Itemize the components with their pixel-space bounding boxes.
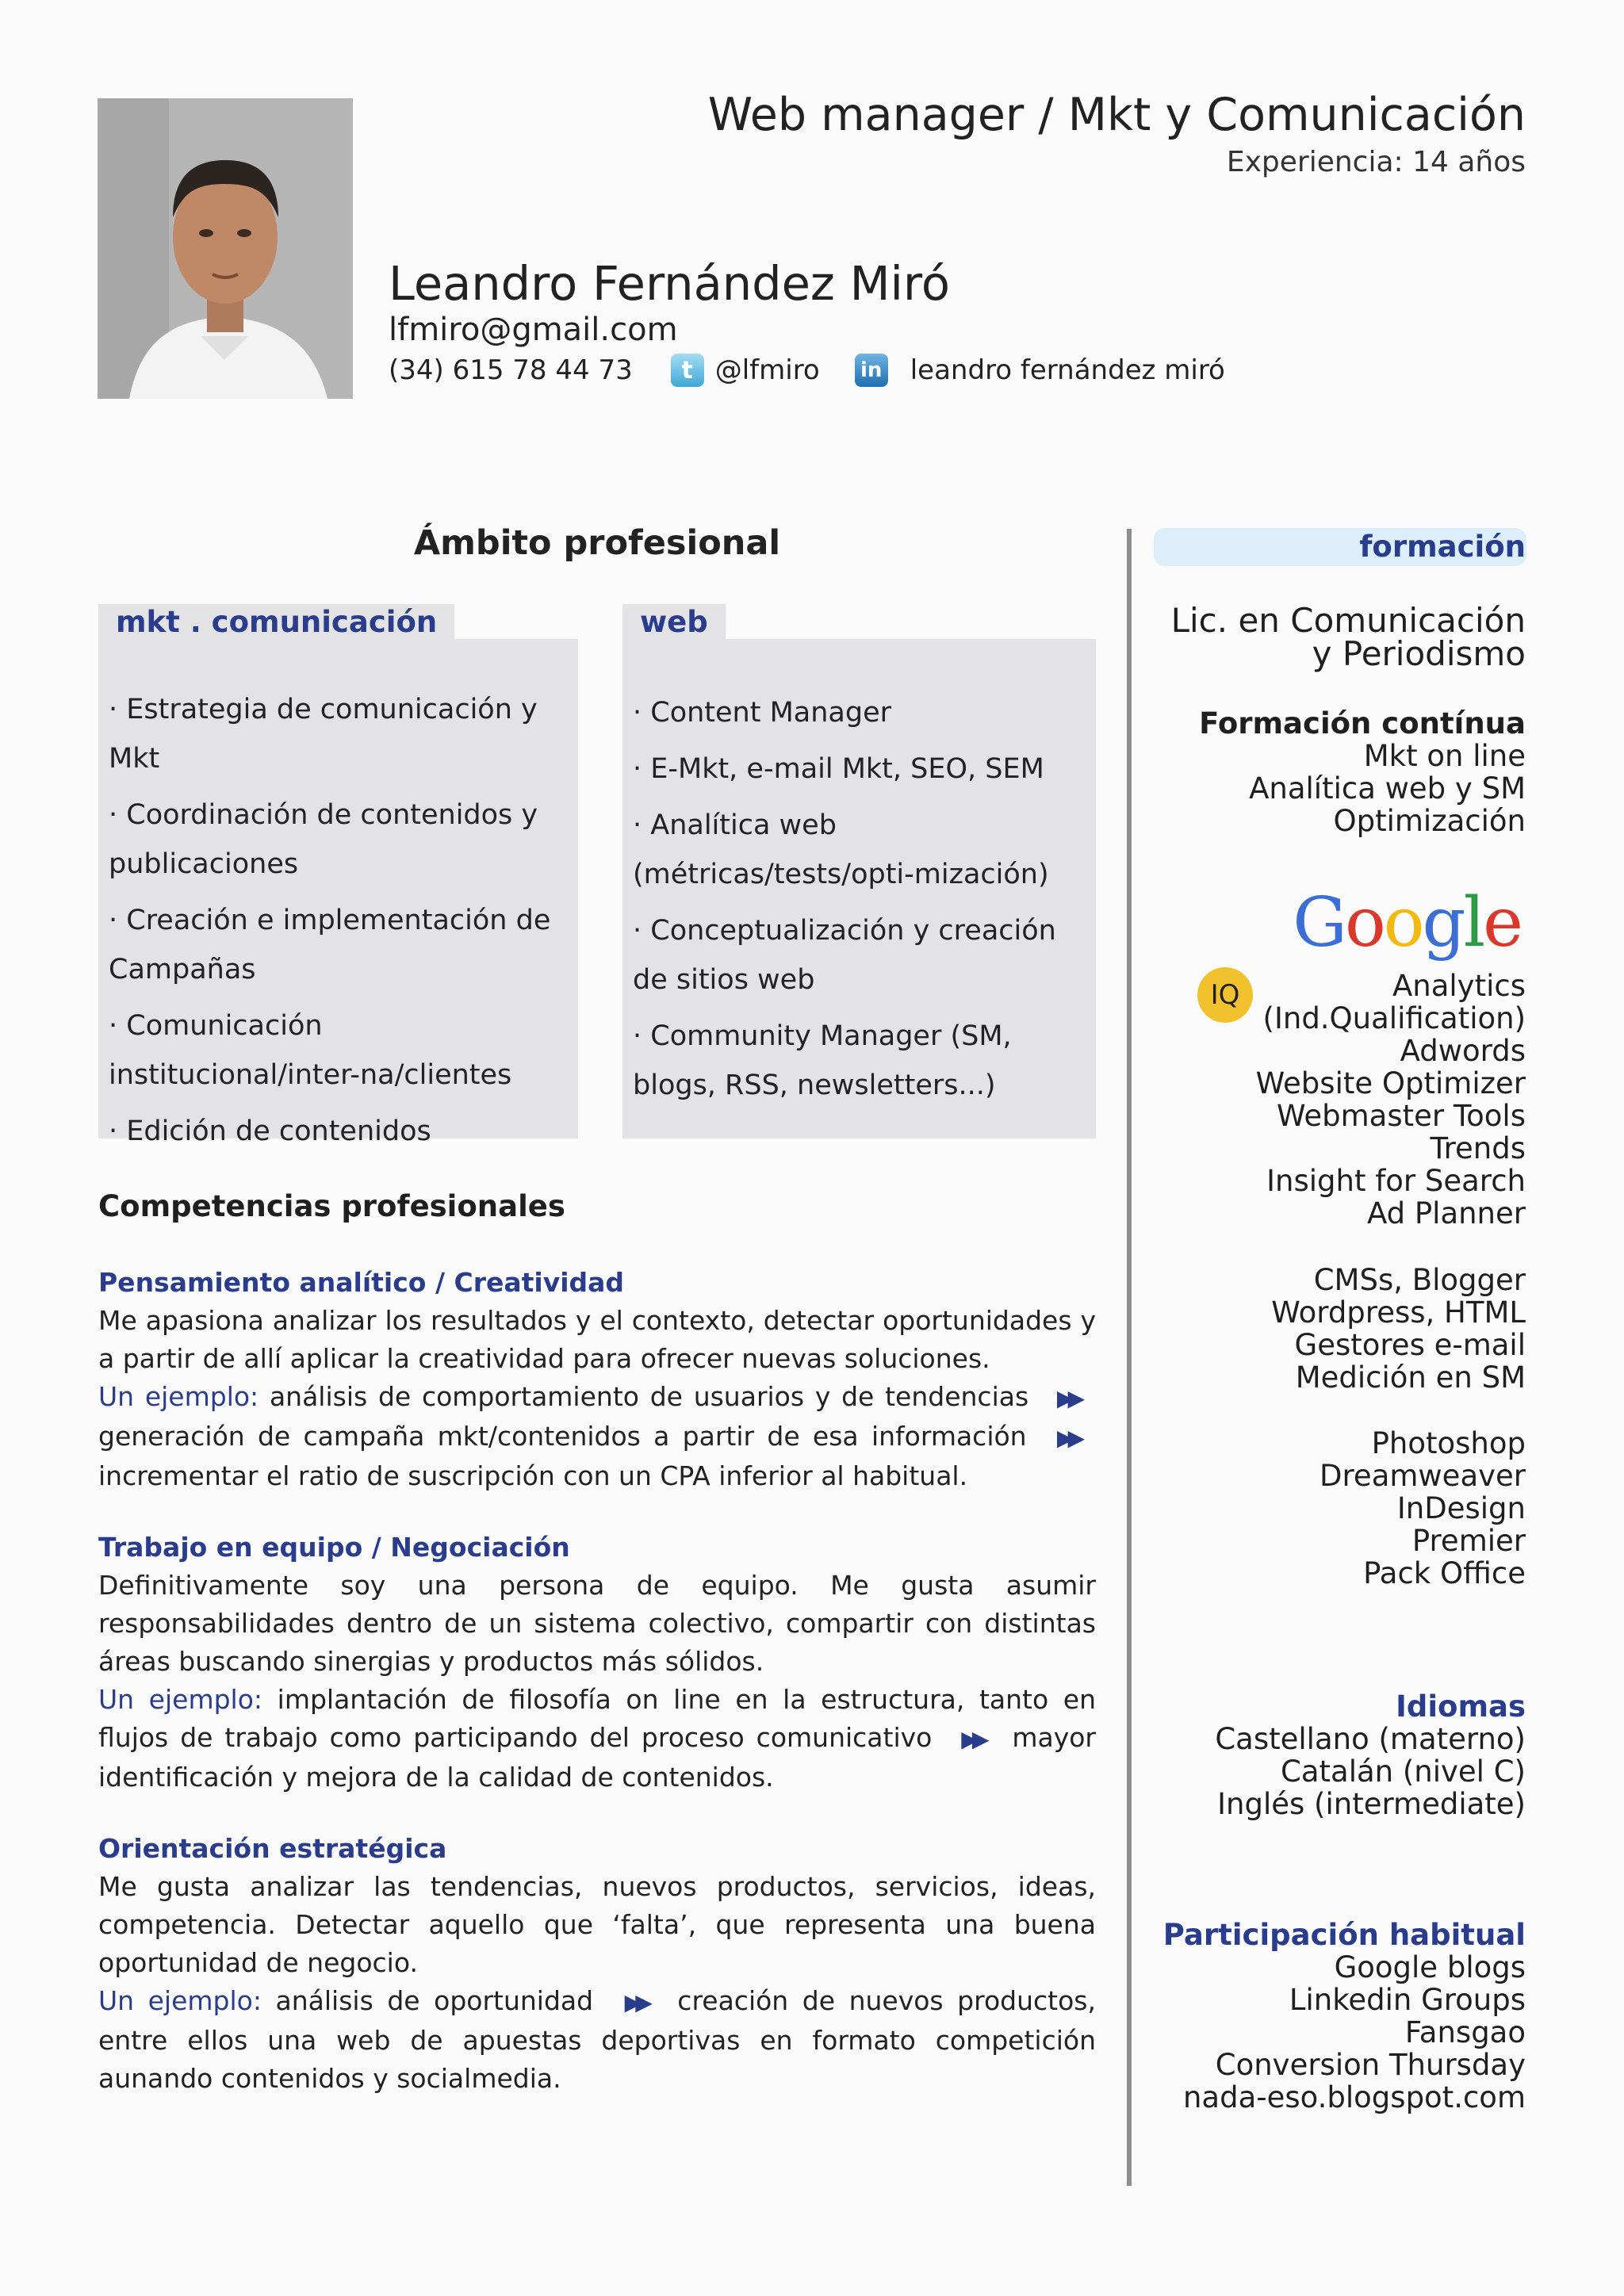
competencia-text: Me apasiona analizar los resultados y el contexto, detectar oportunidades y a partir de allí aplicar la creatividad para ofrecer nuevas soluciones.: [98, 1305, 1096, 1374]
software-list: [1320, 1427, 1526, 1590]
example-text: implantación de filosofía on line en la estructura, tanto en flujos de trabajo como participando del proceso comunicativo: [98, 1684, 1096, 1753]
continua-item: Optimización: [1333, 804, 1526, 838]
double-arrow-icon: ▶▶: [961, 1726, 983, 1752]
example-text: análisis de comportamiento de usuarios y de tendencias: [269, 1381, 1029, 1412]
list-item: · Analítica web (métricas/tests/opti-mización): [633, 809, 1049, 890]
tool-item: Pack Office: [1363, 1556, 1526, 1590]
tool-item: Webmaster Tools: [1276, 1099, 1526, 1133]
list-item: · Creación e implementación de Campañas: [109, 905, 551, 985]
twitter-icon[interactable]: t: [671, 354, 704, 387]
degree-line: Lic. en Comunicación: [1170, 601, 1526, 640]
tool-item: Dreamweaver: [1320, 1459, 1526, 1493]
example-label: Un ejemplo:: [98, 1985, 262, 2016]
participacion-item: Fansgao: [1404, 2015, 1526, 2049]
idiomas-title: Idiomas: [1396, 1689, 1526, 1724]
list-item: · Edición de contenidos: [109, 1115, 431, 1147]
tool-item: Ad Planner: [1366, 1196, 1526, 1230]
ambito-title: Ámbito profesional: [413, 523, 781, 563]
list-item: · E-Mkt, e-mail Mkt, SEO, SEM: [633, 753, 1044, 785]
example-text: análisis de oportunidad: [275, 1985, 594, 2016]
email-link[interactable]: lfmiro@gmail.com: [389, 312, 678, 348]
web-tools-list: [1271, 1264, 1526, 1394]
participacion-item: Conversion Thursday: [1215, 2048, 1526, 2082]
continua-title: Formación contínua: [1199, 706, 1526, 740]
column-divider: [1127, 529, 1132, 2186]
example-text: mayor identificación y mejora de la calidad de contenidos.: [98, 1722, 1096, 1793]
degree: [1170, 601, 1526, 673]
double-arrow-icon: ▶▶: [624, 1989, 646, 2015]
formacion-label: formación: [1359, 530, 1526, 564]
list-item: · Conceptualización y creación de sitios web: [633, 915, 1056, 996]
list-item: · Comunicación institucional/inter-na/clientes: [109, 1010, 512, 1091]
competencia-heading: Pensamiento analítico / Creatividad: [98, 1267, 625, 1298]
participacion-item: Linkedin Groups: [1289, 1983, 1526, 2017]
competencia-heading: Orientación estratégica: [98, 1833, 447, 1864]
tool-item: InDesign: [1396, 1491, 1526, 1525]
list-web: [633, 688, 1089, 1117]
profile-photo: [98, 98, 353, 399]
example-label: Un ejemplo:: [98, 1381, 259, 1412]
person-portrait-icon: [98, 98, 353, 399]
idiomas: [1215, 1690, 1526, 1820]
google-logo: Google: [1293, 883, 1521, 962]
list-item: · Community Manager (SM, blogs, RSS, newsletters...): [633, 1020, 1012, 1101]
twitter-handle[interactable]: @lfmiro: [714, 354, 820, 386]
linkedin-icon[interactable]: in: [855, 354, 888, 387]
example-label: Un ejemplo:: [98, 1684, 263, 1715]
double-arrow-icon: ▶▶: [1056, 1425, 1078, 1451]
participacion-title: Participación habitual: [1162, 1918, 1526, 1952]
tool-item: Gestores e-mail: [1294, 1328, 1526, 1362]
competencia-heading: Trabajo en equipo / Negociación: [98, 1532, 570, 1563]
competencia-text: Me gusta analizar las tendencias, nuevos productos, servicios, ideas, competencia. Detectar aquello que ‘falta’, que representa una buena oportunidad de negocio.: [98, 1871, 1096, 1978]
contact-row: [389, 351, 1225, 389]
double-arrow-icon: ▶▶: [1056, 1385, 1078, 1411]
example-text: incrementar el ratio de suscripción con un CPA inferior al habitual.: [98, 1460, 968, 1491]
participacion-item: Google blogs: [1334, 1950, 1526, 1984]
experience-years: Experiencia: 14 años: [1226, 146, 1526, 178]
participacion: [1163, 1919, 1526, 2114]
idioma-item: Inglés (intermediate): [1217, 1787, 1526, 1821]
formacion-continua: [1199, 707, 1526, 837]
idioma-item: Castellano (materno): [1215, 1722, 1526, 1756]
example-text: creación de nuevos productos, entre ellos una web de apuestas deportivas en formato competición aunando contenidos y socialmedia.: [98, 1985, 1096, 2094]
continua-item: Mkt on line: [1363, 739, 1526, 773]
tool-item: Insight for Search: [1266, 1164, 1526, 1198]
tool-item: Website Optimizer: [1255, 1066, 1526, 1100]
tab-web: web: [622, 604, 726, 639]
tab-mkt-comunicacion: mkt . comunicación: [98, 604, 454, 639]
tool-item: CMSs, Blogger: [1313, 1263, 1526, 1297]
participacion-item[interactable]: nada-eso.blogspot.com: [1182, 2080, 1526, 2114]
phone-number: (34) 615 78 44 73: [389, 354, 633, 386]
list-mkt-comunicacion: [109, 685, 569, 1163]
competencia-equipo: [98, 1529, 1096, 1797]
iq-badge: IQ: [1197, 967, 1253, 1023]
tool-item: Photoshop: [1371, 1426, 1526, 1460]
competencias-title: Competencias profesionales: [98, 1189, 565, 1223]
tool-item: Trends: [1430, 1131, 1526, 1165]
example-text: generación de campaña mkt/contenidos a partir de esa información: [98, 1421, 1027, 1452]
tool-item: Adwords: [1400, 1034, 1526, 1068]
list-item: · Estrategia de comunicación y Mkt: [109, 694, 538, 775]
tool-item: Wordpress, HTML: [1271, 1295, 1526, 1330]
list-item: · Content Manager: [633, 697, 891, 729]
competencia-analitico: [98, 1264, 1096, 1495]
google-tools-list: [1256, 970, 1526, 1230]
competencia-text: Definitivamente soy una persona de equipo. Me gusta asumir responsabilidades dentro de un sistema colectivo, compartir con distintas áreas buscando sinergias y productos más sólidos.: [98, 1570, 1096, 1677]
list-item: · Coordinación de contenidos y publicaciones: [109, 799, 538, 880]
tool-item: Analytics: [1392, 969, 1526, 1003]
candidate-name: Leandro Fernández Miró: [389, 256, 950, 311]
competencia-estrategica: [98, 1830, 1096, 2098]
linkedin-name[interactable]: leandro fernández miró: [910, 354, 1225, 386]
degree-line: y Periodismo: [1312, 634, 1526, 673]
tool-item: Premier: [1411, 1524, 1526, 1558]
continua-item: Analítica web y SM: [1249, 771, 1526, 806]
job-title: Web manager / Mkt y Comunicación: [707, 89, 1526, 141]
idioma-item: Catalán (nivel C): [1281, 1755, 1526, 1789]
tool-item: Medición en SM: [1295, 1360, 1526, 1395]
tool-item: (Ind.Qualification): [1262, 1001, 1526, 1035]
